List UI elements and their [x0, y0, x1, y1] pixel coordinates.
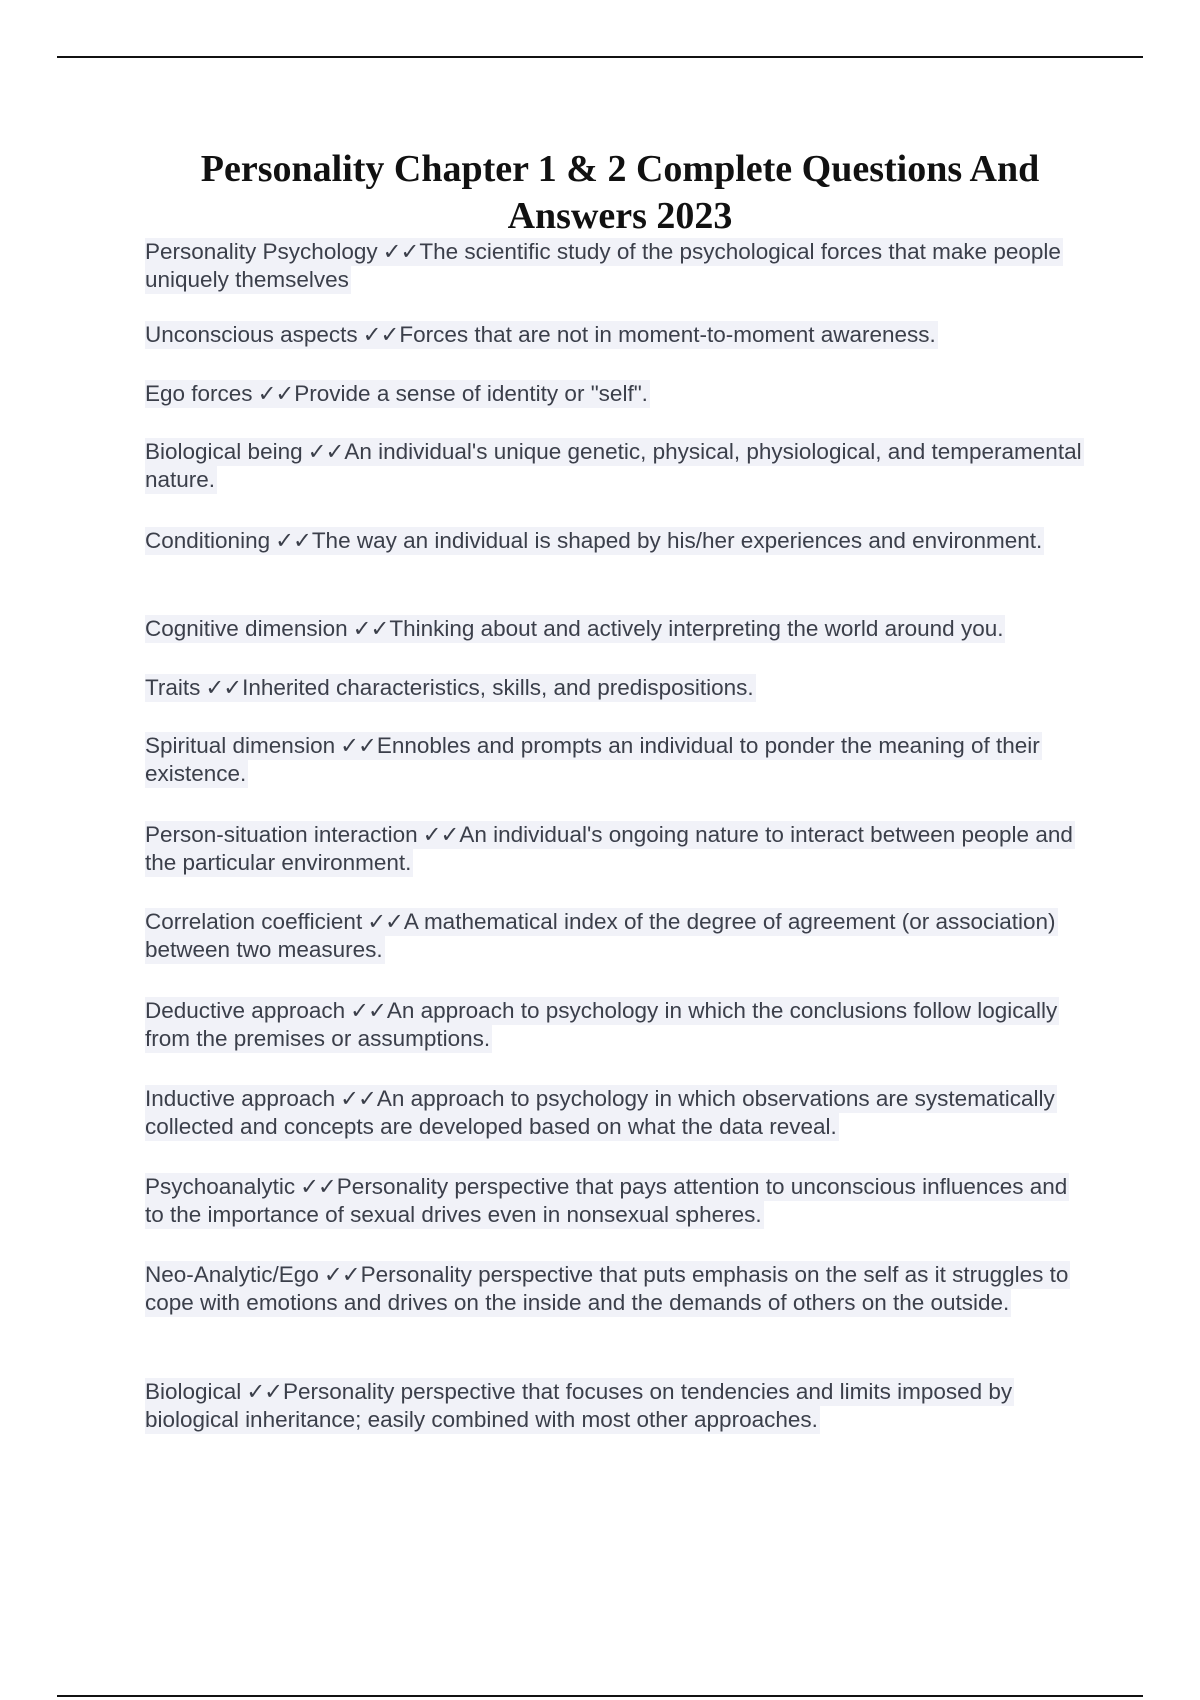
entry-term: Traits [145, 675, 201, 700]
entry-term: Biological being [145, 439, 303, 464]
entry-term: Neo-Analytic/Ego [145, 1262, 319, 1287]
check-mark-icon: ✓✓ [323, 1262, 360, 1287]
flashcard-entry [145, 238, 1090, 294]
flashcard-entry [145, 821, 1090, 877]
entry-definition: An approach to psychology in which the conclusions follow logically from the premises or assumptions. [145, 998, 1058, 1051]
entry-definition: Personality perspective that pays attention to unconscious influences and to the importance of sexual drives even in nonsexual spheres. [145, 1174, 1068, 1227]
entry-term: Deductive approach [145, 998, 346, 1023]
header-rule [57, 56, 1143, 58]
check-mark-icon: ✓✓ [422, 822, 459, 847]
flashcard-entry [145, 615, 1005, 643]
entry-term: Spiritual dimension [145, 733, 336, 758]
flashcard-entry [145, 1378, 1090, 1434]
flashcard-entry [145, 438, 1090, 494]
check-mark-icon: ✓✓ [350, 998, 386, 1023]
entry-term: Unconscious aspects [145, 322, 358, 347]
flashcard-entry [145, 674, 756, 702]
check-mark-icon: ✓✓ [352, 616, 389, 641]
entry-definition: A mathematical index of the degree of agreement (or association) between two measures. [145, 909, 1056, 962]
entry-term: Inductive approach [145, 1086, 336, 1111]
entry-term: Person-situation interaction [145, 822, 418, 847]
entry-definition: The scientific study of the psychological forces that make people uniquely themselves [145, 239, 1061, 292]
entry-definition: Personality perspective that focuses on tendencies and limits imposed by biological inheritance; easily combined with most other approaches. [145, 1379, 1013, 1432]
entry-term: Cognitive dimension [145, 616, 348, 641]
entry-definition: The way an individual is shaped by his/her experiences and environment. [311, 528, 1043, 553]
check-mark-icon: ✓✓ [367, 909, 403, 934]
entry-definition: Forces that are not in moment-to-moment awareness. [399, 322, 936, 347]
check-mark-icon: ✓✓ [205, 675, 242, 700]
check-mark-icon: ✓✓ [382, 239, 419, 264]
check-mark-icon: ✓✓ [246, 1379, 283, 1404]
flashcard-entry [145, 732, 1090, 788]
check-mark-icon: ✓✓ [307, 439, 344, 464]
entry-definition: An approach to psychology in which observations are systematically collected and concepts are developed based on what the data reveal. [145, 1086, 1055, 1139]
entry-definition: Provide a sense of identity or "self". [294, 381, 648, 406]
entry-term: Correlation coefficient [145, 909, 363, 934]
check-mark-icon: ✓✓ [340, 733, 376, 758]
flashcard-entry [145, 321, 938, 349]
check-mark-icon: ✓✓ [257, 381, 294, 406]
entry-definition: Ennobles and prompts an individual to ponder the meaning of their existence. [145, 733, 1040, 786]
footer-rule [57, 1695, 1143, 1697]
document-title: Personality Chapter 1 & 2 Complete Questions And Answers 2023 [200, 148, 1040, 237]
entry-definition: An individual's unique genetic, physical, physiological, and temperamental nature. [145, 439, 1082, 492]
flashcard-entry [145, 1173, 1090, 1229]
entry-term: Ego forces [145, 381, 253, 406]
entry-definition: Thinking about and actively interpreting the world around you. [389, 616, 1004, 641]
entry-term: Conditioning [145, 528, 271, 553]
check-mark-icon: ✓✓ [275, 528, 311, 553]
flashcard-entry [145, 997, 1090, 1053]
flashcard-entry [145, 1261, 1090, 1317]
check-mark-icon: ✓✓ [300, 1174, 336, 1199]
entry-term: Psychoanalytic [145, 1174, 296, 1199]
flashcard-entry [145, 527, 1044, 555]
flashcard-entry [145, 1085, 1090, 1141]
check-mark-icon: ✓✓ [362, 322, 399, 347]
entry-term: Personality Psychology [145, 239, 378, 264]
entry-definition: An individual's ongoing nature to interact between people and the particular environment. [145, 822, 1073, 875]
flashcard-entry [145, 380, 650, 408]
entry-definition: Personality perspective that puts emphasis on the self as it struggles to cope with emotions and drives on the inside and the demands of others on the outside. [145, 1262, 1069, 1315]
entry-definition: Inherited characteristics, skills, and predispositions. [242, 675, 754, 700]
flashcard-entry [145, 908, 1090, 964]
check-mark-icon: ✓✓ [340, 1086, 376, 1111]
entry-term: Biological [145, 1379, 242, 1404]
